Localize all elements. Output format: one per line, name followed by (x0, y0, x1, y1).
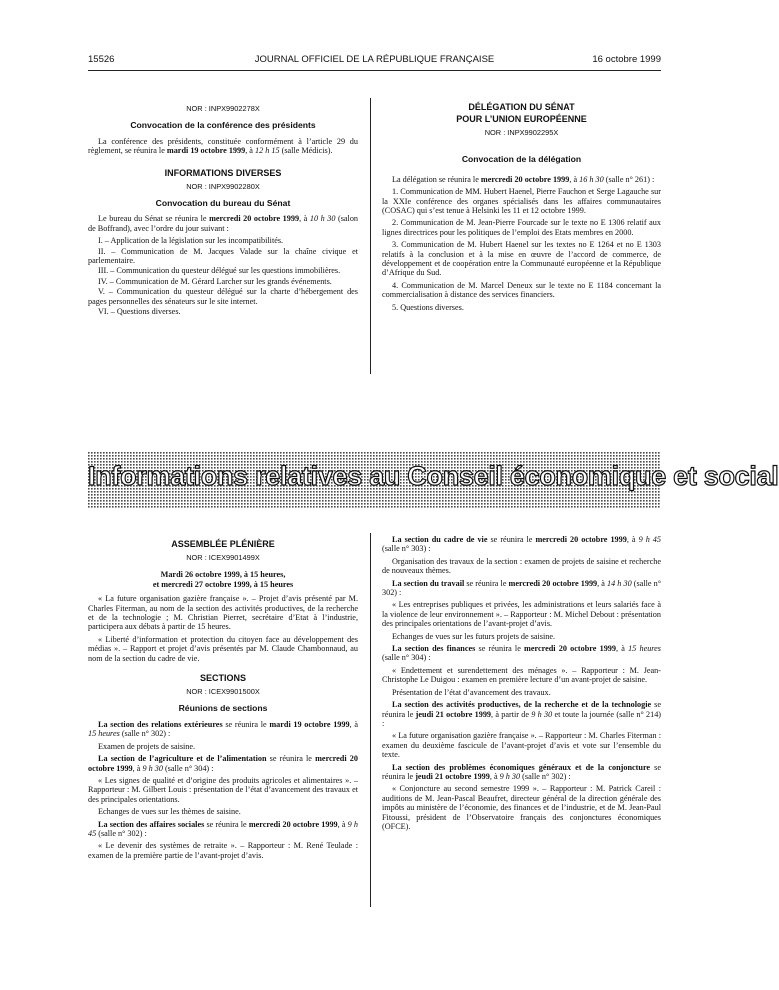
paragraph: « Liberté d’information et protection du citoyen face au développement des médias ». – Rapport et projet d’avis présentés par M. Claude Chambonnaud, au nom de la section du cadre de vie. (88, 634, 358, 663)
session-dates (88, 570, 358, 589)
left-top-column (88, 100, 358, 318)
convocation-paragraph: La délégation se réunira le mercredi 20 octobre 1999, à 16 h 30 (salle n° 261) : (392, 174, 655, 184)
section-banner (88, 452, 779, 508)
paragraph: Echanges de vues sur les futurs projets de saisine. (392, 631, 556, 641)
list-item: III. – Communication du questeur délégué sur les questions immobilières. (98, 266, 341, 276)
banner-title: Informations relatives au Conseil économique et social (88, 461, 779, 491)
left-bottom-column (88, 535, 358, 863)
list-item: II. – Communication de M. Jacques Valade sur la chaîne civique et parlementaire. (88, 246, 358, 266)
section-meeting: La section du cadre de vie se réunira le mercredi 20 octobre 1999, à 9 h 45 (salle n° 303) : (382, 535, 661, 554)
sections-title: SECTIONS (199, 673, 246, 684)
right-top-column (382, 98, 661, 315)
page-header (88, 54, 661, 68)
section-meeting: La section des problèmes économiques généraux et de la conjoncture se réunira le jeudi 21 octobre 1999, à 9 h 30 (salle n° 302) : (382, 762, 661, 781)
nor-reference: NOR : ICEX9901500X (186, 687, 260, 697)
paragraph: « Les signes de qualité et d’origine des produits agricoles et alimentaires ». – Rapporteur : M. Gilbert Louis : présentation de l’état d’avancement des travaux et des principales orientations. (88, 775, 358, 804)
paragraph: « La future organisation gazière française ». – Projet d’avis présenté par M. Charles Fiterman, au nom de la section des activités productives, de la recherche et de la technologie ; M. Christian Pierret, secrétaire d’Etat à l’industrie, participera aux débats à partir de 15 heures. (88, 594, 358, 632)
list-item: IV. – Communication de M. Gérard Larcher sur les grands événements. (98, 276, 332, 286)
bureau-paragraph: Le bureau du Sénat se réunira le mercredi 20 octobre 1999, à 10 h 30 (salon de Boffrand), avec l’ordre du jour suivant : (88, 214, 359, 233)
paragraph: « Le devenir des systèmes de retraite ». – Rapporteur : M. René Teulade : examen de la première partie de l’avant-projet d’avis. (88, 841, 358, 860)
section-meeting: La section des finances se réunira le mercredi 20 octobre 1999, à 15 heures (salle n° 304) : (382, 644, 661, 663)
nor-reference: NOR : INPX9902280X (186, 181, 260, 191)
section-meeting: La section du travail se réunira le mercredi 20 octobre 1999, à 14 h 30 (salle n° 302) : (382, 578, 661, 598)
list-item: 5. Questions diverses. (392, 302, 464, 312)
convocation-paragraph: La conférence des présidents, constituée conformément à l’article 29 du règlement, se réunira le mardi 19 octobre 1999, à 12 h 15 (salle Médicis). (88, 136, 358, 156)
agenda-list (88, 236, 358, 316)
nor-reference: NOR : ICEX9901499X (186, 553, 260, 562)
paragraph: « Conjoncture au second semestre 1999 ». – Rapporteur : M. Patrick Careil : auditions de M. Jean-Pascal Beaufret, directeur général de la direction générale des impôts au ministère de l’économie, des finances et de l’industrie, et de M. Jean-Paul Fitoussi, président de l’Observatoire français des conjonctures économiques (OFCE). (382, 784, 661, 831)
nor-reference: NOR : INPX9902278X (186, 104, 260, 113)
paragraph: Organisation des travaux de la section : examen de projets de saisine et recherche de nouveaux thèmes. (382, 556, 661, 576)
convocation-title: Convocation de la délégation (461, 154, 582, 165)
journal-title: JOURNAL OFFICIEL DE LA RÉPUBLIQUE FRANÇAISE (254, 54, 495, 65)
list-item: I. – Application de la législation sur les incompatibilités. (98, 236, 284, 246)
column-divider (370, 98, 371, 374)
paragraph: Examen de projets de saisine. (98, 741, 196, 751)
session-date-line2: et mercredi 27 octobre 1999, à 15 heures (152, 579, 294, 589)
delegation-title-line2: POUR L’UNION EUROPÉENNE (456, 114, 587, 124)
paragraph: « La future organisation gazière française ». – Rapporteur : M. Charles Fiterman : examen du deuxième fascicule de l’avant-projet d’avis et vote sur l’ensemble du texte. (382, 731, 661, 760)
section-meeting: La section des affaires sociales se réunira le mercredi 20 octobre 1999, à 9 h 45 (salle n° 302) : (88, 819, 359, 838)
list-item: 4. Communication de M. Marcel Deneux sur le texte no E 1184 concernant la commercialisation à distance des services financiers. (382, 280, 661, 300)
assemblee-title: ASSEMBLÉE PLÉNIÈRE (171, 539, 275, 549)
list-item: 3. Communication de M. Hubert Haenel sur les textes no E 1264 et no E 1303 relatifs à la conclusion et à la mise en œuvre de l’accord de commerce, de développement et de coopération entre la Communauté européenne et la République d’Afrique du Sud. (382, 240, 661, 278)
list-item: 1. Communication de MM. Hubert Haenel, Pierre Fauchon et Serge Lagauche sur la XXIe conférence des organes spécialisés dans les affaires communautaires (COSAC) qui s’est tenue à Helsinki les 11 et 12 octobre 1999. (382, 187, 661, 216)
nor-reference: NOR : INPX9902295X (484, 128, 559, 137)
paragraph: Présentation de l’état d’avancement des travaux. (392, 687, 551, 697)
paragraph: « Endettement et surendettement des ménages ». – Rapporteur : M. Jean-Christophe Le Duigou : examen en première lecture d’un avant-projet de saisine. (382, 665, 661, 685)
page-number: 15526 (88, 54, 115, 65)
section-meeting: La section de l’agriculture et de l’alimentation se réunira le mercredi 20 octobre 1999, à 9 h 30 (salle n° 304) : (88, 754, 358, 773)
paragraph: Echanges de vues sur les thèmes de saisine. (98, 807, 241, 817)
section-meeting: La section des activités productives, de la recherche et de la technologie se réunira le jeudi 21 octobre 1999, à partir de 9 h 30 et toute la journée (salle n° 214) : (382, 700, 662, 728)
delegation-title-line1: DÉLÉGATION DU SÉNAT (468, 102, 575, 112)
session-date-line1: Mardi 26 octobre 1999, à 15 heures, (160, 570, 286, 580)
list-item: 2. Communication de M. Jean-Pierre Fourcade sur le texte no E 1306 relatif aux lignes directrices pour les politiques de l’emploi des Etats membres en 2000. (382, 218, 661, 237)
bureau-title: Convocation du bureau du Sénat (155, 198, 291, 209)
section-meeting: La section des relations extérieures se réunira le mardi 19 octobre 1999, à 15 heures (salle n° 302) : (88, 719, 358, 739)
section-title: INFORMATIONS DIVERSES (164, 167, 282, 178)
convocation-title: Convocation de la conférence des présidents (130, 120, 316, 131)
column-divider (370, 533, 371, 907)
list-item: VI. – Questions diverses. (98, 307, 181, 317)
right-bottom-column (382, 535, 661, 834)
list-item: V. – Communication du questeur délégué sur la charte d’hébergement des pages personnelles des sénateurs sur le site internet. (88, 287, 358, 306)
header-rule (88, 70, 661, 71)
paragraph: « Les entreprises publiques et privées, les administrations et leurs salariés face à la violence de leur environnement ». – Rapporteur : M. Michel Debout : présentation des principales orientations de l’avant-projet d’avis. (382, 600, 661, 629)
reunions-title: Réunions de sections (178, 703, 268, 714)
issue-date: 16 octobre 1999 (592, 54, 661, 65)
